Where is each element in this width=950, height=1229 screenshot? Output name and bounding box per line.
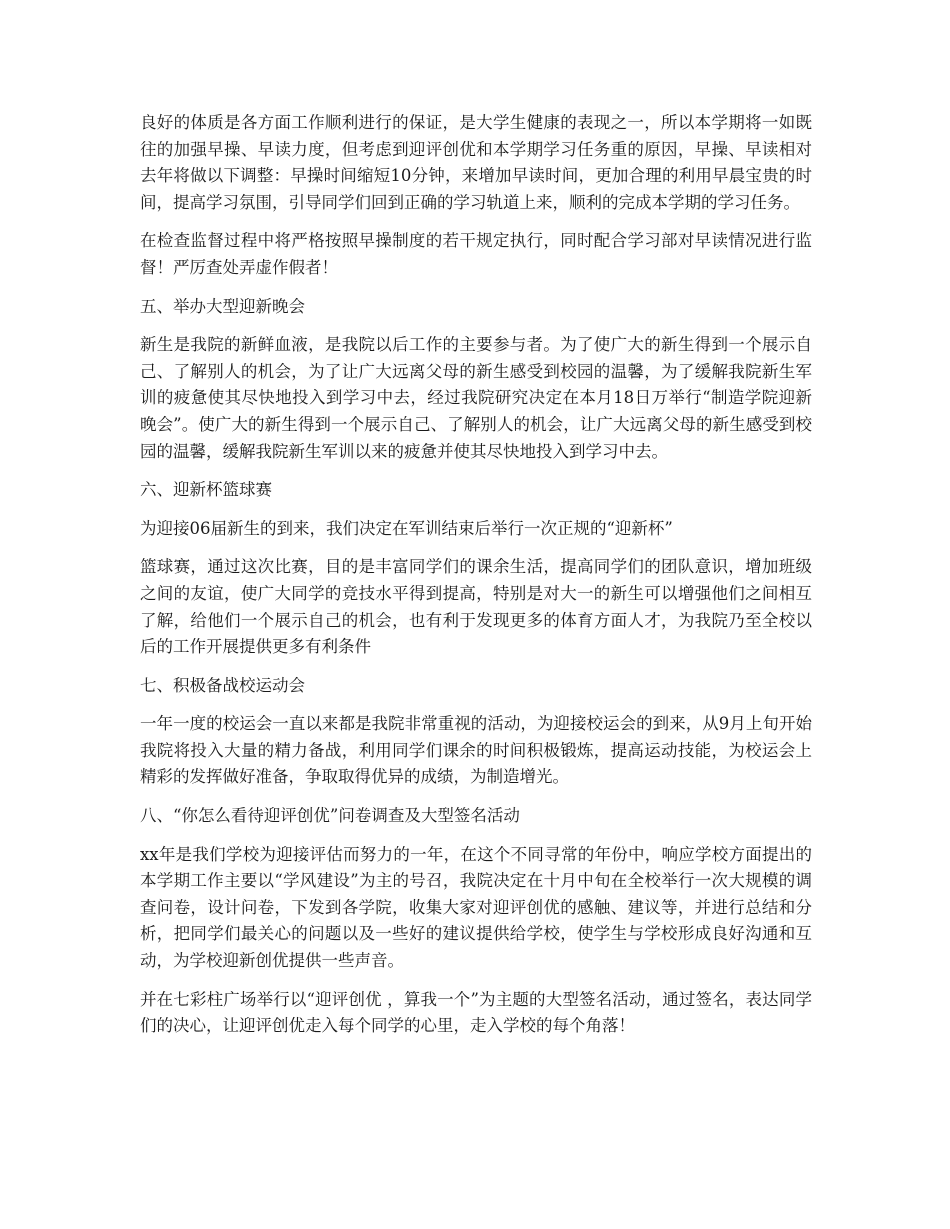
paragraph-welcome-party: 新生是我院的新鲜血液，是我院以后工作的主要参与者。为了使广大的新生得到一个展示自己、了解别人的机会，为了让广大远离父母的新生感受到校园的温馨，为了缓解我院新生军训的疲惫使其尽快地投入到学习中去，经过我院研究决定在本月18日万举行“制造学院迎新晚会”。使广大的新生得到一个展示自己、了解别人的机会，让广大远离父母的新生感受到校园的温馨，缓解我院新生军训以来的疲惫并使其尽快地投入到学习中去。 <box>140 335 812 461</box>
section-heading-sports-meet: 七、积极备战校运动会 <box>140 675 305 695</box>
paragraph-signature-event: 并在七彩柱广场举行以“迎评创优 ，算我一个”为主题的大型签名活动，通过签名，表达同学们的决心，让迎评创优走入每个同学的心里，走入学校的每个角落！ <box>140 989 812 1036</box>
paragraph-basketball-details: 篮球赛，通过这次比赛，目的是丰富同学们的课余生活，提高同学们的团队意识，增加班级之间的友谊，使广大同学的竞技水平得到提高，特别是对大一的新生可以增强他们之间相互了解，给他们一个展示自己的机会，也有利于发现更多的体育方面人才，为我院乃至全校以后的工作开展提供更多有利条件 <box>140 557 812 657</box>
paragraph-morning-exercise: 良好的体质是各方面工作顺利进行的保证，是大学生健康的表现之一，所以本学期将一如既往的加强早操、早读力度，但考虑到迎评创优和本学期学习任务重的原因，早操、早读相对去年将做以下调整：早操时间缩短10分钟，来增加早读时间，更加合理的利用早晨宝贵的时间，提高学习氛围，引导同学们回到正确的学习轨道上来，顺利的完成本学期的学习任务。 <box>140 113 812 212</box>
document-body <box>140 110 812 1052</box>
paragraph-supervision: 在检查监督过程中将严格按照早操制度的若干规定执行，同时配合学习部对早读情况进行监督！严厉查处弄虚作假者！ <box>140 231 812 277</box>
section-heading-welcome-party: 五、举办大型迎新晚会 <box>140 296 305 316</box>
section-heading-basketball: 六、迎新杯篮球赛 <box>140 480 272 500</box>
paragraph-basketball-intro: 为迎接06届新生的到来，我们决定在军训结束后举行一次正规的“迎新杯” <box>140 518 673 538</box>
paragraph-sports-meet: 一年一度的校运会一直以来都是我院非常重视的活动，为迎接校运会的到来，从9月上旬开始我院将投入大量的精力备战，利用同学们课余的时间积极锻炼，提高运动技能，为校运会上精彩的发挥做好准备，争取取得优异的成绩，为制造增光。 <box>140 714 812 787</box>
section-heading-survey: 八、“你怎么看待迎评创优”问卷调查及大型签名活动 <box>140 806 520 826</box>
paragraph-survey: xx年是我们学校为迎接评估而努力的一年，在这个不同寻常的年份中，响应学校方面提出的本学期工作主要以“学风建设”为主的号召，我院决定在十月中旬在全校举行一次大规模的调查问卷，设计问卷，下发到各学院，收集大家对迎评创优的感触、建议等，并进行总结和分析，把同学们最关心的问题以及一些好的建议提供给学校，使学生与学校形成良好沟通和互动，为学校迎新创优提供一些声音。 <box>140 844 812 971</box>
